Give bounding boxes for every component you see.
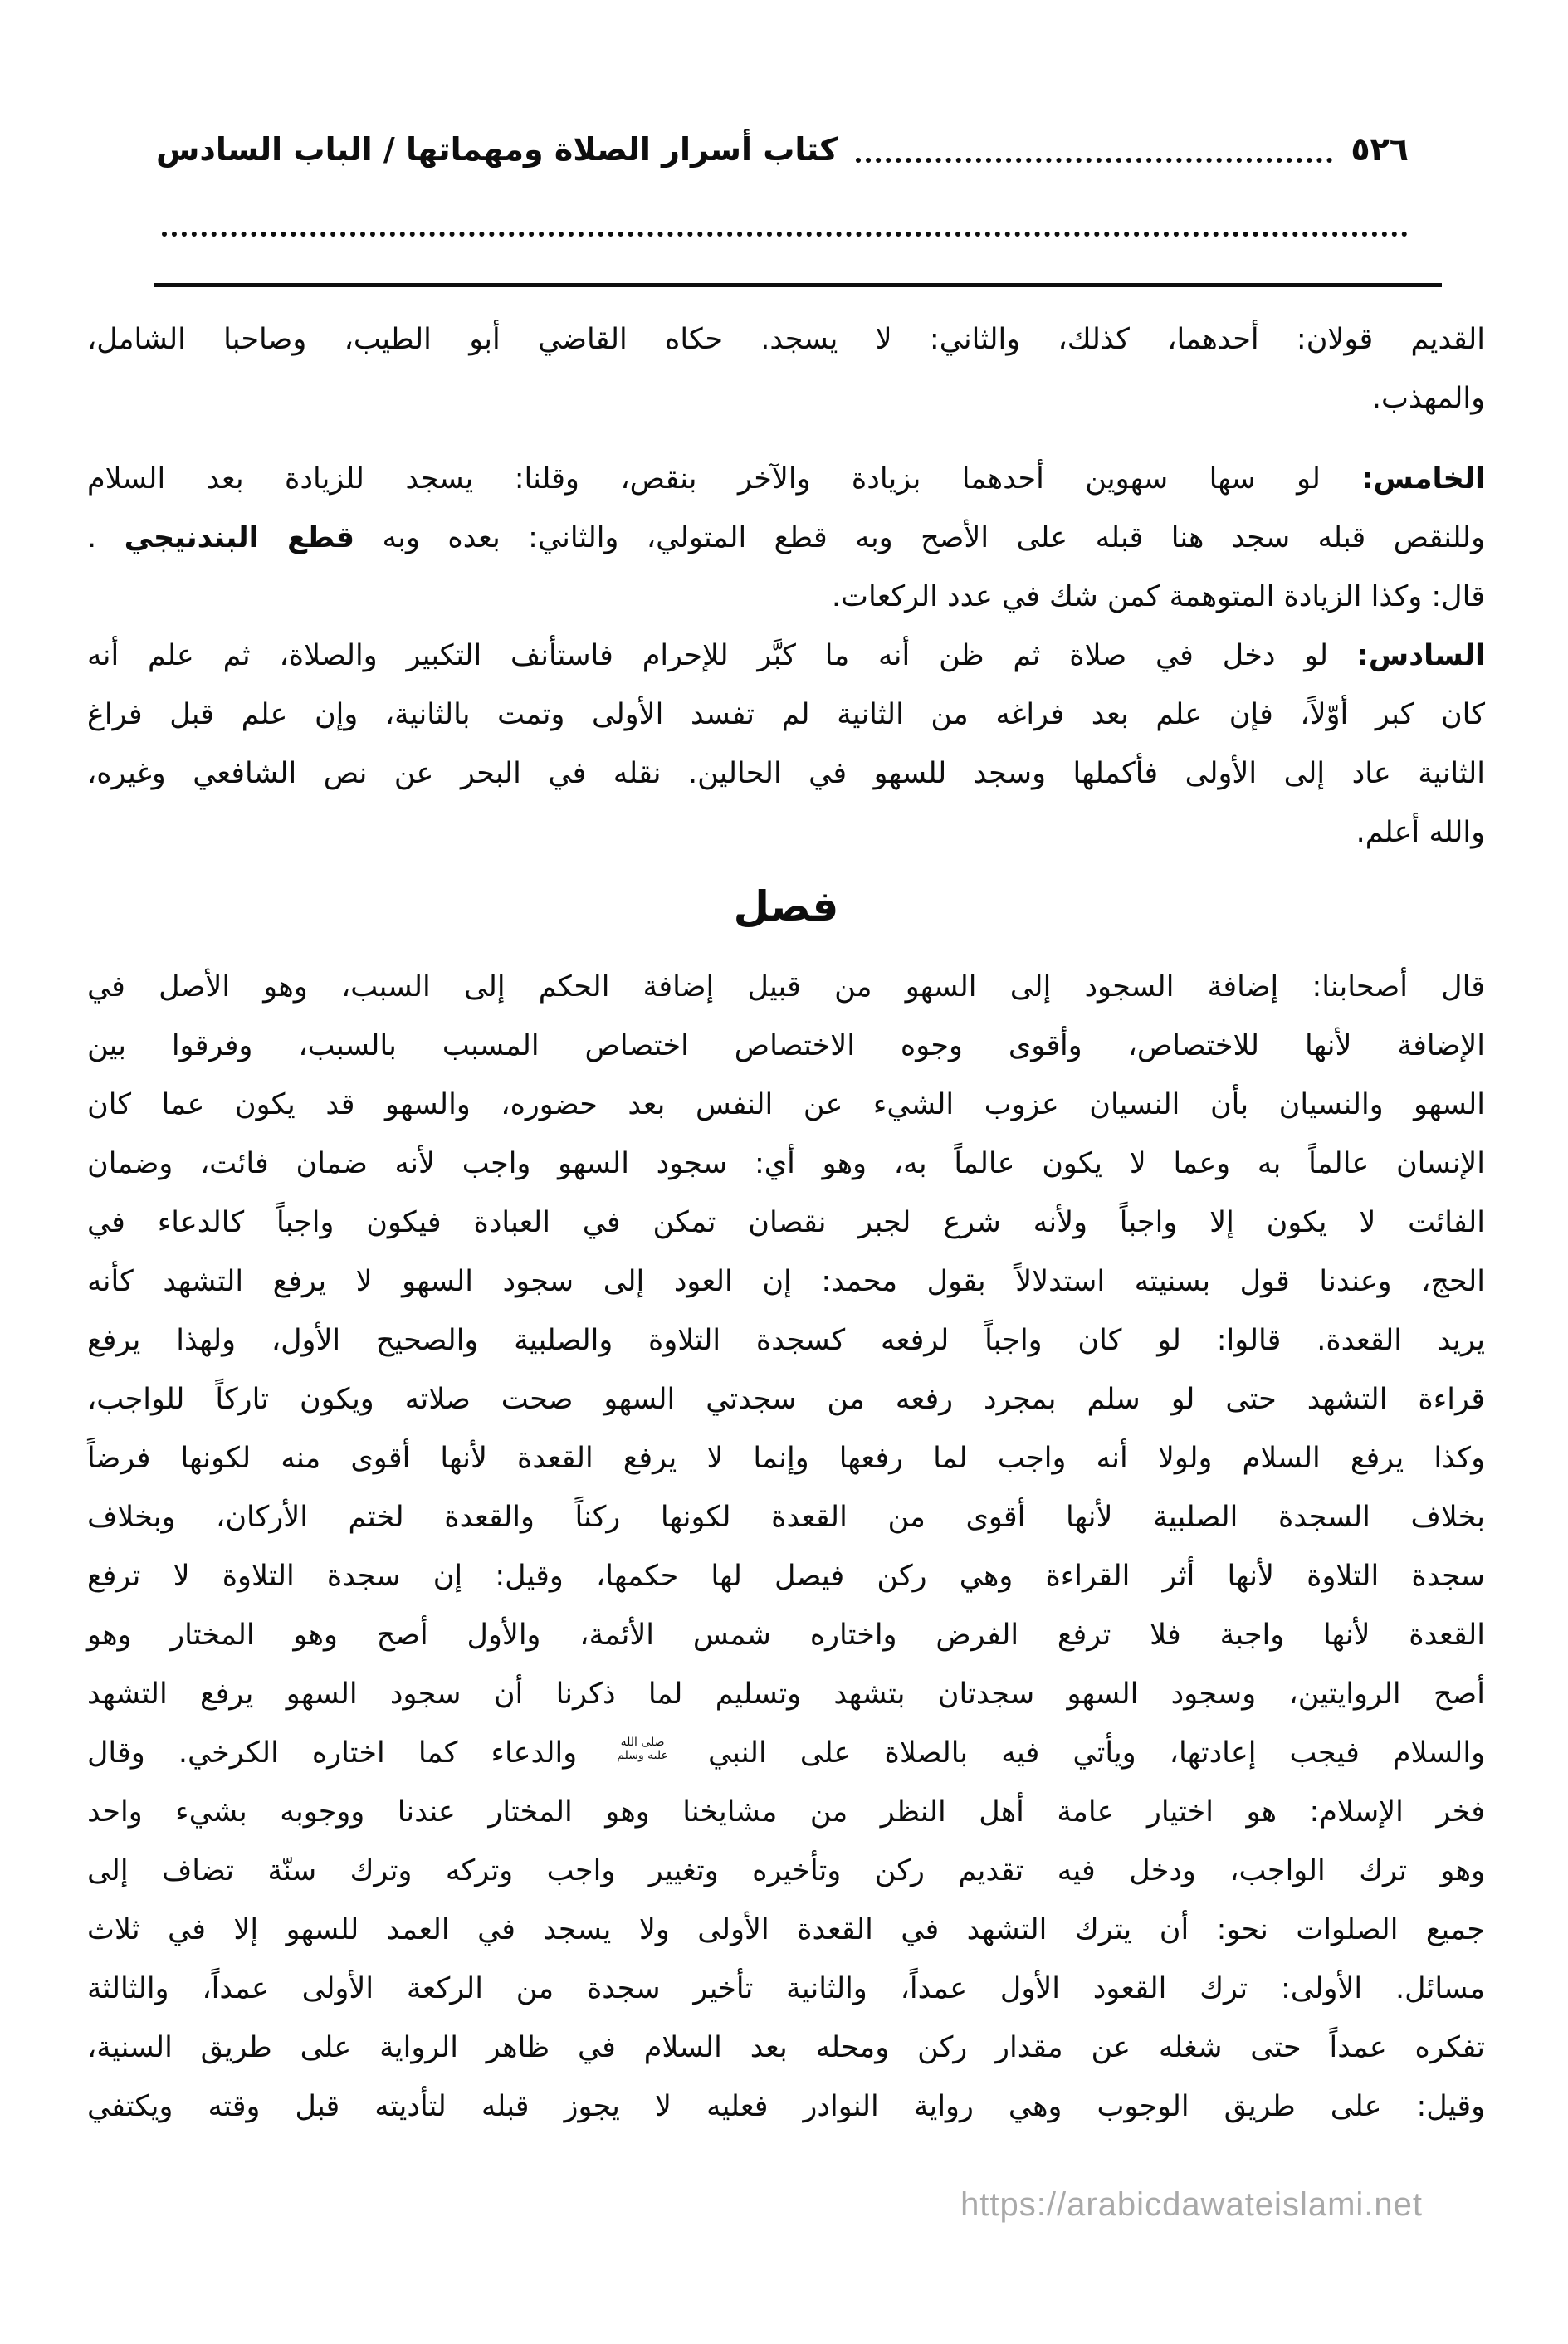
dotted-leader xyxy=(856,158,1332,163)
text-line xyxy=(87,1253,1485,1311)
text-run: والسلام فيجب إعادتها، ويأتي فيه بالصلاة على النبي xyxy=(708,1736,1485,1770)
text-line xyxy=(87,1135,1485,1194)
text-line xyxy=(87,627,1485,686)
text-run: وللنقص قبله سجد هنا قبله على الأصح وبه قطع المتولي، والثاني: بعده وبه xyxy=(354,521,1485,554)
text-line xyxy=(87,568,1485,627)
paragraph xyxy=(87,958,1485,2136)
text-run: القديم قولان: أحدهما، كذلك، والثاني: لا يسجد. حكاه القاضي أبو الطيب، وصاحبا الشامل، xyxy=(87,323,1485,356)
paragraphs-bottom xyxy=(87,958,1485,2136)
text-line xyxy=(87,958,1485,1017)
text-run: . xyxy=(87,521,97,554)
text-run: والله أعلم. xyxy=(1356,816,1485,849)
text-run: قراءة التشهد حتى لو سلم بمجرد رفعه من سجدتي السهو صحت صلاته ويكون تاركاً للواجب، xyxy=(87,1383,1485,1416)
watermark-url: https://arabicdawateislami.net xyxy=(960,2186,1423,2223)
text-run: فخر الإسلام: هو اختيار عامة أهل النظر من مشايخنا وهو المختار عندنا ووجوبه بشيء واحد xyxy=(87,1795,1485,1829)
page-number: ٥٢٦ xyxy=(1351,131,1409,168)
text-line xyxy=(87,1783,1485,1842)
text-run: جميع الصلوات نحو: أن يترك التشهد في القعدة الأولى ولا يسجد في العمد للسهو إلا في ثلاث xyxy=(87,1913,1485,1946)
text-line xyxy=(87,1606,1485,1665)
paragraph xyxy=(87,450,1485,627)
text-run: القعدة لأنها واجبة فلا ترفع الفرض واختاره شمس الأئمة، والأول أصح وهو المختار وهو xyxy=(87,1619,1485,1652)
text-run: كان كبر أوّلاً، فإن علم بعد فراغه من الثانية لم تفسد الأولى وتمت بالثانية، وإن علم قبل فراغ xyxy=(87,698,1485,731)
bold-term: السادس: xyxy=(1356,639,1485,672)
paragraph xyxy=(87,627,1485,862)
horizontal-rule xyxy=(154,283,1442,287)
text-run: الفائت لا يكون إلا واجباً ولأنه شرع لجبر نقصان تمكن في العبادة فيكون واجباً كالدعاء في xyxy=(87,1206,1485,1239)
text-line xyxy=(87,1311,1485,1370)
paragraphs-top xyxy=(87,310,1485,862)
text-line xyxy=(87,1665,1485,1724)
text-line xyxy=(87,1547,1485,1606)
text-line xyxy=(87,803,1485,862)
text-line xyxy=(87,1842,1485,1901)
text-run: قال: وكذا الزيادة المتوهمة كمن شك في عدد الركعات. xyxy=(831,580,1485,613)
text-run: السهو والنسيان بأن النسيان عزوب الشيء عن النفس بعد حضوره، والسهو قد يكون عما كان xyxy=(87,1088,1485,1121)
text-run: بخلاف السجدة الصلبية لأنها أقوى من القعدة لكونها ركناً والقعدة لختم الأركان، وبخلاف xyxy=(87,1501,1485,1534)
text-line xyxy=(87,1194,1485,1253)
text-line xyxy=(87,509,1485,568)
body-text xyxy=(87,310,1485,2136)
text-run: الإنسان عالماً به وعما لا يكون عالماً به، وهو أي: سجود السهو واجب لأنه ضمان فائت، وضمان xyxy=(87,1147,1485,1180)
text-line xyxy=(87,1076,1485,1135)
dotted-separator xyxy=(162,232,1408,237)
text-line xyxy=(87,2078,1485,2136)
text-line xyxy=(87,369,1485,428)
bold-term: قطع البندنيجي xyxy=(124,521,355,554)
text-run: قال أصحابنا: إضافة السجود إلى السهو من قبيل إضافة الحكم إلى السبب، وهو الأصل في xyxy=(87,970,1485,1004)
text-line xyxy=(87,1724,1485,1783)
text-line xyxy=(87,1017,1485,1076)
text-run: تفكره عمداً حتى شغله عن مقدار ركن ومحله بعد السلام في ظاهر الرواية على طريق السنية، xyxy=(87,2031,1485,2064)
text-line xyxy=(87,2019,1485,2078)
sallallahu-honorific: صلى الله عليه وسلم xyxy=(617,1736,668,1762)
text-run: وقيل: على طريق الوجوب وهي رواية النوادر فعليه لا يجوز قبله لتأديته قبل وقته ويكتفي xyxy=(87,2090,1485,2123)
text-line xyxy=(87,1429,1485,1488)
text-run: الإضافة لأنها للاختصاص، وأقوى وجوه الاختصاص اختصاص المسبب بالسبب، وفرقوا بين xyxy=(87,1029,1485,1062)
text-run: الثانية عاد إلى الأولى فأكملها وسجد للسهو في الحالين. نقله في البحر عن نص الشافعي وغيره، xyxy=(87,757,1485,790)
section-heading: فصل xyxy=(733,882,839,930)
text-run: والدعاء كما اختاره الكرخي. وقال xyxy=(87,1736,578,1770)
text-line xyxy=(87,745,1485,803)
text-run: مسائل. الأولى: ترك القعود الأول عمداً، والثانية تأخير سجدة من الركعة الأولى عمداً، والثالثة xyxy=(87,1972,1485,2005)
text-line xyxy=(87,686,1485,745)
bold-term: الخامس: xyxy=(1361,462,1485,496)
text-run: يريد القعدة. قالوا: لو كان واجباً لرفعه كسجدة التلاوة والصلبية والصحيح الأول، ولهذا يرفع xyxy=(87,1324,1485,1357)
text-run: وهو ترك الواجب، ودخل فيه تقديم ركن وتأخيره وتغيير واجب وتركه وترك سنّة تضاف إلى xyxy=(87,1854,1485,1887)
text-run: وكذا يرفع السلام ولولا أنه واجب لما رفعها وإنما لا يرفع القعدة لأنها أقوى منه لكونها فرضاً xyxy=(87,1442,1485,1475)
text-line xyxy=(87,1370,1485,1429)
paragraph xyxy=(87,310,1485,428)
text-run: لو سها سهوين أحدهما بزيادة والآخر بنقص، وقلنا: يسجد للزيادة بعد السلام xyxy=(87,462,1321,496)
text-run: لو دخل في صلاة ثم ظن أنه ما كبَّر للإحرام فاستأنف التكبير والصلاة، ثم علم أنه xyxy=(87,639,1329,672)
page-header xyxy=(156,125,1409,174)
text-line xyxy=(87,310,1485,369)
text-line xyxy=(87,450,1485,509)
text-run: أصح الروايتين، وسجود السهو سجدتان بتشهد وتسليم لما ذكرنا أن سجود السهو يرفع التشهد xyxy=(87,1677,1485,1711)
text-run: والمهذب. xyxy=(1371,382,1485,415)
text-line xyxy=(87,1901,1485,1960)
text-run: سجدة التلاوة لأنها أثر القراءة وهي ركن فيصل لها حكمها، وقيل: إن سجدة التلاوة لا ترفع xyxy=(87,1560,1485,1593)
text-line xyxy=(87,1488,1485,1547)
chapter-title: كتاب أسرار الصلاة ومهماتها / الباب السادس xyxy=(156,131,838,168)
text-run: الحج، وعندنا قول بسنيته استدلالاً بقول محمد: إن العود إلى سجود السهو لا يرفع التشهد كأنه xyxy=(87,1265,1485,1298)
text-line xyxy=(87,1960,1485,2019)
